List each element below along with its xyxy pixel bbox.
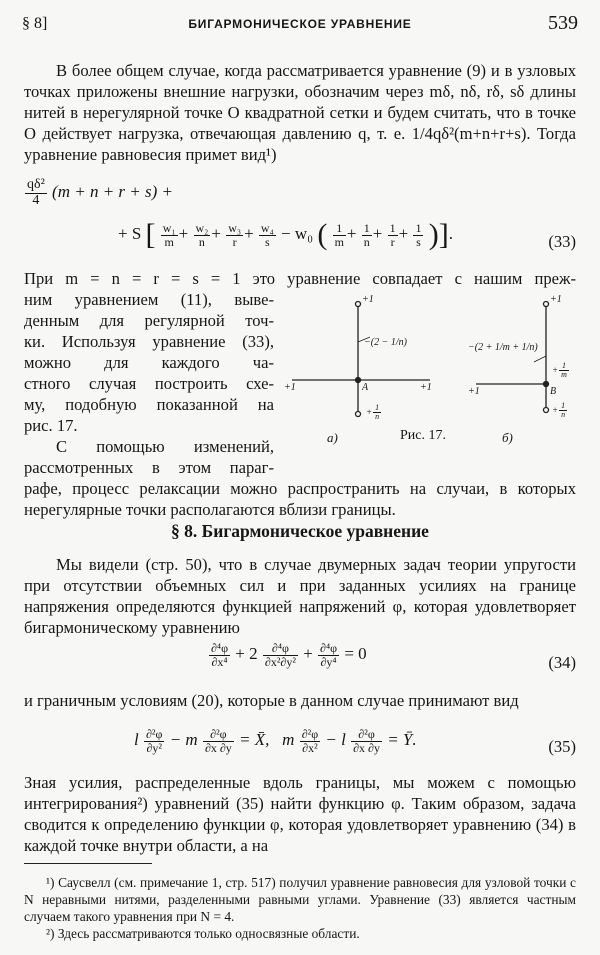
header-title: БИГАРМОНИЧЕСКОЕ УРАВНЕНИЕ	[188, 17, 412, 31]
footnote-1: ¹) Саусвелл (см. примечание 1, стр. 517) получил уравнение равновесия для узловой точки с N неравными нитями, разделенными равными углами. Уравнение (33) является частным случаем такого уравнения при N = 4.	[24, 875, 576, 924]
running-header	[22, 12, 578, 34]
figure-label-b: б)	[502, 430, 513, 445]
equation-33-number: (33)	[548, 232, 576, 251]
equation-34-number: (34)	[548, 653, 576, 672]
figure-caption: Рис. 17.	[400, 428, 446, 443]
fig-a-node-bottom	[356, 412, 361, 417]
equation-35: l $\frac{\text{∂²φ}}{\text{∂y²}}$ − m $\frac{\text{∂²φ}}{\partial x \partial y}$ = X̄, m $\frac{\text{∂²φ}}{\text{∂x²}}$ − l $\frac{\text{∂²φ}}{\partial x \partial y}$ = Ȳ.	[134, 727, 417, 755]
equation-33-line1: $\frac{\text{qδ²}}{4}$ (m + n + r + s) +	[27, 177, 174, 208]
paragraph-boundary-conditions: и граничным условиям (20), которые в данном случае принимают вид	[24, 691, 519, 710]
book-page: § 8] БИГАРМОНИЧЕСКОЕ УРАВНЕНИЕ 539 В более общем случае, когда рассматривается уравнение (9) и в узловых точках приложены внешние нагрузки, обозначим через mδ, nδ, rδ, sδ длины нитей в нерегулярной точке O квадратной сетки и будем считать, что в точке O действует нагрузка, отвечающая давлению q, т. е. 1/4qδ²(m+n+r+s). Тогда уравнение равновесия примет вид¹) $\frac{\text{qδ²}}{4}$ (m + n + r + s) + + S [ $\frac{\text{w₁}}{m}$ + $\frac{\text{w₂}}{n}$ + $\frac{\text{w₃}}{r}$ + $\frac{\text{w₄}}{s}$ − w₀ ( $\frac{1}{m}$ + $\frac{1}{n}$ + $\frac{1}{r}$ + $\frac{1}{s}$ )]. (33) При m = n = r = s = 1 это уравнение совпадает с нашим преж- ним уравнением (11), выве- денным для регулярной точ- ки. Используя уравнение (33), можно для каждого ча- стного случая построить схе- му, подобную показанной на рис. 17. С помощью изменений, рассмотренных в этом параг- рафе, процесс релаксации можно распространить на случаи, в которых нерегулярные точки располагаются вблизи границы. +1 −(2 − 1/n) +1 +1 A + $\frac{1}{n}$ а) Рис. 17. +1 −(2 + 1/m + 1/n) +1 B + $\frac{1}{m}$ + $\frac{1}{n}$ б) § 8. Бигармоническое уравнение Мы видели (стр. 50), что в случае двумерных задач теории упругости при отсутствии объемных сил и при заданных усилиях на границе напряжения определяются функцией напряжений φ, которая удовлетворяет бигармоническому уравнению $\frac{\text{∂⁴φ}}{\text{∂x⁴}}$ + 2 $\frac{\text{∂⁴φ}}{\text{∂x²∂y²}}$ + $\frac{\text{∂⁴φ}}{\text{∂y⁴}}$ = 0 (34) и граничным условиям (20), которые в данном случае принимают вид l $\frac{\text{∂²φ}}{\text{∂y²}}$ − m $\frac{\text{∂²φ}}{\partial x \partial y}$ = X̄, m $\frac{\text{∂²φ}}{\text{∂x²}}$ − l $\frac{\text{∂²φ}}{\partial x \partial y}$ = Ȳ. (35) Зная усилия, распределенные вдоль границы, мы можем с помощью интегрирования²) уравнений (35) найти функцию φ. Таким образом, задача сводится к определению функции φ, которая удовлетворяет уравнению (34) в каждой точке внутри области, а на ¹) Саусвелл (см. примечание 1, стр. 517) получил уравнение равновесия для узловой точки с N неравными нитями, разделенными равными углами. Уравнение (33) является частным случаем такого уравнения при N = 4. ²) Здесь рассматриваются только односвязные области.	[0, 0, 600, 955]
fig-a-node-top	[356, 302, 361, 307]
footnote-divider	[24, 863, 152, 864]
fig-b-node-bottom	[544, 408, 549, 413]
fig-b-node-top	[544, 302, 549, 307]
equation-35-number: (35)	[548, 737, 576, 756]
footnote-2: ²) Здесь рассматриваются только односвязные области.	[46, 926, 360, 941]
fig-b-node-center	[544, 382, 549, 387]
equation-34: $\frac{\text{∂⁴φ}}{\text{∂x⁴}}$ + 2 $\frac{\text{∂⁴φ}}{\text{∂x²∂y²}}$ + $\frac{\text{∂⁴φ}}{\text{∂y⁴}}$ = 0	[211, 641, 367, 669]
paragraph-general-case: В более общем случае, когда рассматривается уравнение (9) и в узловых точках приложены внешние нагрузки, обозначим через mδ, nδ, rδ, sδ длины нитей в нерегулярной точке O квадратной сетки и будем считать, что в точке O действует нагрузка, отвечающая давлению q, т. е. 1/4qδ²(m+n+r+s). Тогда уравнение равновесия примет вид¹)	[24, 61, 576, 164]
paragraph-integration: Зная усилия, распределенные вдоль границы, мы можем с помощью интегрирования²) уравнений (35) найти функцию φ. Таким образом, задача сводится к определению функции φ, которая удовлетворяет уравнению (34) в каждой точке внутри области, а на	[24, 773, 576, 855]
figure-17: +1 −(2 − 1/n) +1 +1 A + $\frac{1}{n}$ а) Рис. 17. +1 −(2 + 1/m + 1/n) +1 B + $\frac{1}{m}$ + $\frac{1}{n}$ б)	[280, 292, 580, 452]
fig-a-node-center	[356, 378, 361, 383]
paragraph-biharmonic-intro: Мы видели (стр. 50), что в случае двумерных задач теории упругости при отсутствии объемных сил и при заданных усилиях на границе напряжения определяются функцией напряжений φ, которая удовлетворяет бигармоническому уравнению	[24, 555, 576, 637]
section-heading: § 8. Бигармоническое уравнение	[171, 521, 429, 541]
figure-label-a: а)	[327, 430, 338, 445]
equation-33-line2: + S [ $\frac{\text{w₁}}{m}$ + $\frac{\text{w₂}}{n}$ + $\frac{\text{w₃}}{r}$ + $\frac{\text{w₄}}{s}$ − w₀ ( $\frac{1}{m}$ + $\frac{1}{n}$ + $\frac{1}{r}$ + $\frac{1}{s}$ )].	[118, 218, 453, 251]
page-number: 539	[548, 12, 578, 34]
fraction-q-delta: $\frac{\text{qδ²}}{4}$	[27, 177, 45, 208]
header-section: § 8]	[22, 15, 48, 32]
